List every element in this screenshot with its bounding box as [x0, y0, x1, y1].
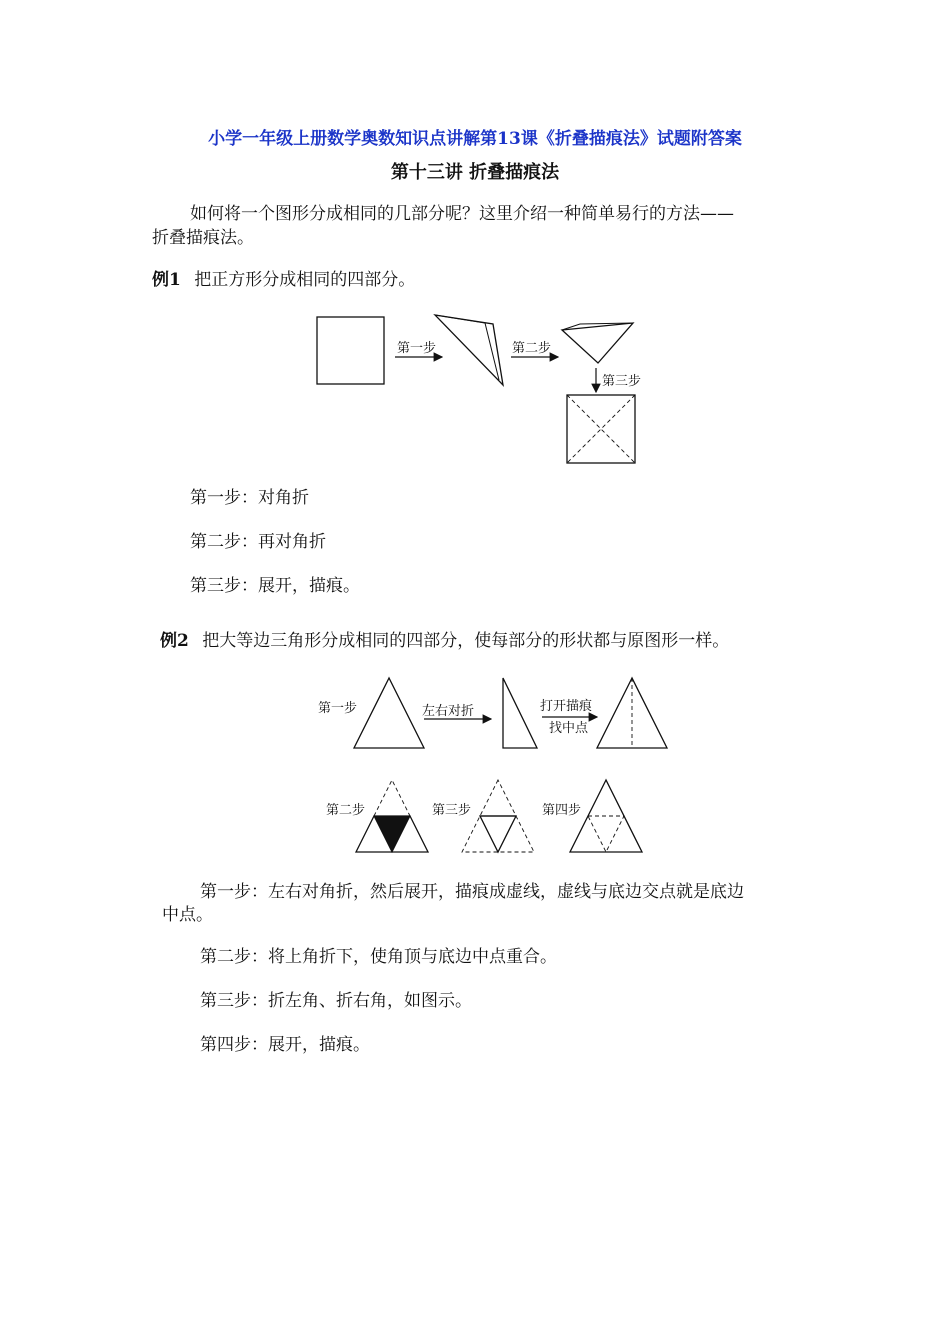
example1-label: 例1 [152, 270, 181, 290]
example1-figure [300, 300, 660, 470]
fig1-step3-label: 第三步 [602, 374, 642, 389]
example1-step-3: 第三步：展开，描痕。 [190, 576, 360, 596]
example2-step-1-line-2: 中点。 [162, 905, 213, 925]
example2-step-2: 第二步：将上角折下，使角顶与底边中点重合。 [200, 947, 557, 967]
example1-step-2: 第二步：再对角折 [190, 532, 326, 552]
example2-label: 例2 [160, 631, 189, 651]
example2-heading [160, 629, 729, 653]
document-title: 小学一年级上册数学奥数知识点讲解第13课《折叠描痕法》试题附答案 [208, 129, 742, 149]
fig1-step1-label: 第一步 [397, 341, 437, 356]
fig2-step1-label: 第一步 [318, 701, 358, 716]
example2-text: 把大等边三角形分成相同的四部分，使每部分的形状都与原图形一样。 [202, 631, 730, 651]
fig2-step3-label: 第三步 [432, 803, 472, 818]
step3-center-triangle [480, 816, 516, 852]
small-folded-triangle [562, 323, 633, 363]
example2-step-4: 第四步：展开，描痕。 [200, 1035, 370, 1055]
big-triangle [354, 678, 424, 748]
intro-line-1: 如何将一个图形分成相同的几部分呢？这里介绍一种简单易行的方法—— [190, 204, 734, 224]
step2-folded-corner [374, 816, 410, 852]
fig2-step2-label: 第二步 [326, 803, 366, 818]
example2-figure [300, 668, 680, 860]
fig2-step4-label: 第四步 [542, 803, 582, 818]
intro-line-2: 折叠描痕法。 [152, 228, 254, 248]
example1-text: 把正方形分成相同的四部分。 [194, 270, 416, 290]
example1-heading [152, 268, 415, 292]
fig2-fold-lr-label: 左右对折 [422, 704, 475, 719]
fig2-find-mid-label: 找中点 [549, 721, 589, 736]
step2-top-dashed [374, 780, 410, 816]
example1-step-1: 第一步：对角折 [190, 488, 309, 508]
step4-inner-dashed [588, 816, 624, 852]
square-shape [317, 317, 384, 384]
folded-triangle-shape [435, 315, 503, 385]
lesson-title: 第十三讲 折叠描痕法 [390, 162, 560, 183]
example2-step-3: 第三步：折左角、折右角，如图示。 [200, 991, 472, 1011]
fig1-step2-label: 第二步 [512, 341, 552, 356]
half-triangle [503, 678, 537, 748]
fig2-open-trace-label: 打开描痕 [540, 699, 593, 714]
example2-step-1-line-1: 第一步：左右对角折，然后展开，描痕成虚线，虚线与底边交点就是底边 [200, 882, 744, 902]
